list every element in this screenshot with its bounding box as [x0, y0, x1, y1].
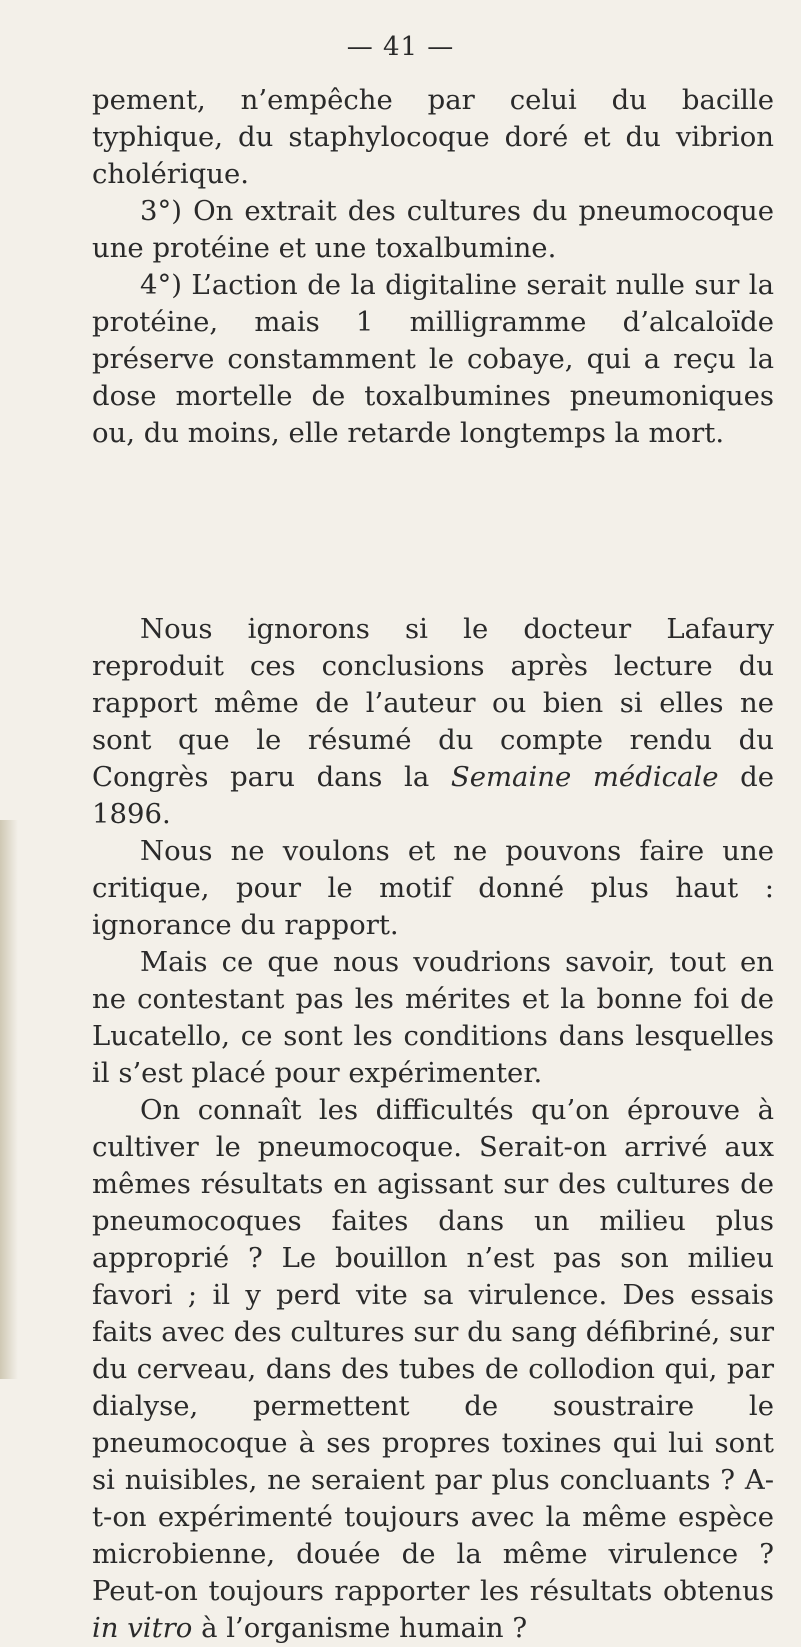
- paragraph-lafaury-end: de 1896.: [92, 761, 774, 830]
- paragraph-difficultes: [92, 1092, 774, 1647]
- paragraph-lucatello: Mais ce que nous voudrions savoir, tout en ne contestant pas les mérites et la bonne foi de Lucatello, ce sont les conditions dans lesquelles il s’est placé pour expérimenter.: [92, 946, 774, 1089]
- text-block-top: [92, 82, 774, 452]
- paragraph-lafaury-text: Nous ignorons si le docteur Lafaury reproduit ces conclusions après lecture du rapport même de l’auteur ou bien si elles ne sont que le résumé du compte rendu du Congrès paru dans la: [92, 613, 774, 793]
- paragraph-difficultes-end: à l’organisme humain ?: [192, 1612, 528, 1644]
- paragraph-continuation: pement, n’empêche par celui du bacille typhique, du staphylocoque doré et du vibrion cholérique.: [92, 84, 774, 190]
- paragraph-critique: Nous ne voulons et ne pouvons faire une critique, pour le motif donné plus haut : ignorance du rapport.: [92, 835, 774, 941]
- page-edge-shadow: [0, 820, 18, 1379]
- page-number: — 41 —: [346, 32, 455, 62]
- text-block-bottom: [92, 611, 774, 1647]
- paragraph-item-3: 3°) On extrait des cultures du pneumocoque une protéine et une toxalbumine.: [92, 195, 774, 264]
- paragraph-item-4: 4°) L’action de la digitaline serait nulle sur la protéine, mais 1 milligramme d’alcaloïde préserve constamment le cobaye, qui a reçu la dose mortelle de toxalbumines pneumoniques ou, du moins, elle retarde longtemps la mort.: [92, 269, 774, 449]
- paragraph-lafaury: [92, 611, 774, 833]
- paragraph-difficultes-text: On connaît les difficultés qu’on éprouve à cultiver le pneumocoque. Serait-on arrivé aux mêmes résultats en agissant sur des cultures de pneumocoques faites dans un milieu plus approprié ? Le bouillon n’est pas son milieu favori ; il y perd vite sa virulence. Des essais faits avec des cultures sur du sang défibriné, sur du cerveau, dans des tubes de collodion qui, par dialyse, permettent de soustraire le pneumocoque à ses propres toxines qui lui sont si nuisibles, ne seraient par plus concluants ? A-t-on expérimenté toujours avec la même espèce microbienne, douée de la même virulence ? Peut-on toujours rapporter les résultats obtenus: [92, 1094, 774, 1607]
- in-vitro-term: in vitro: [92, 1612, 193, 1644]
- journal-title: Semaine médicale: [450, 761, 719, 793]
